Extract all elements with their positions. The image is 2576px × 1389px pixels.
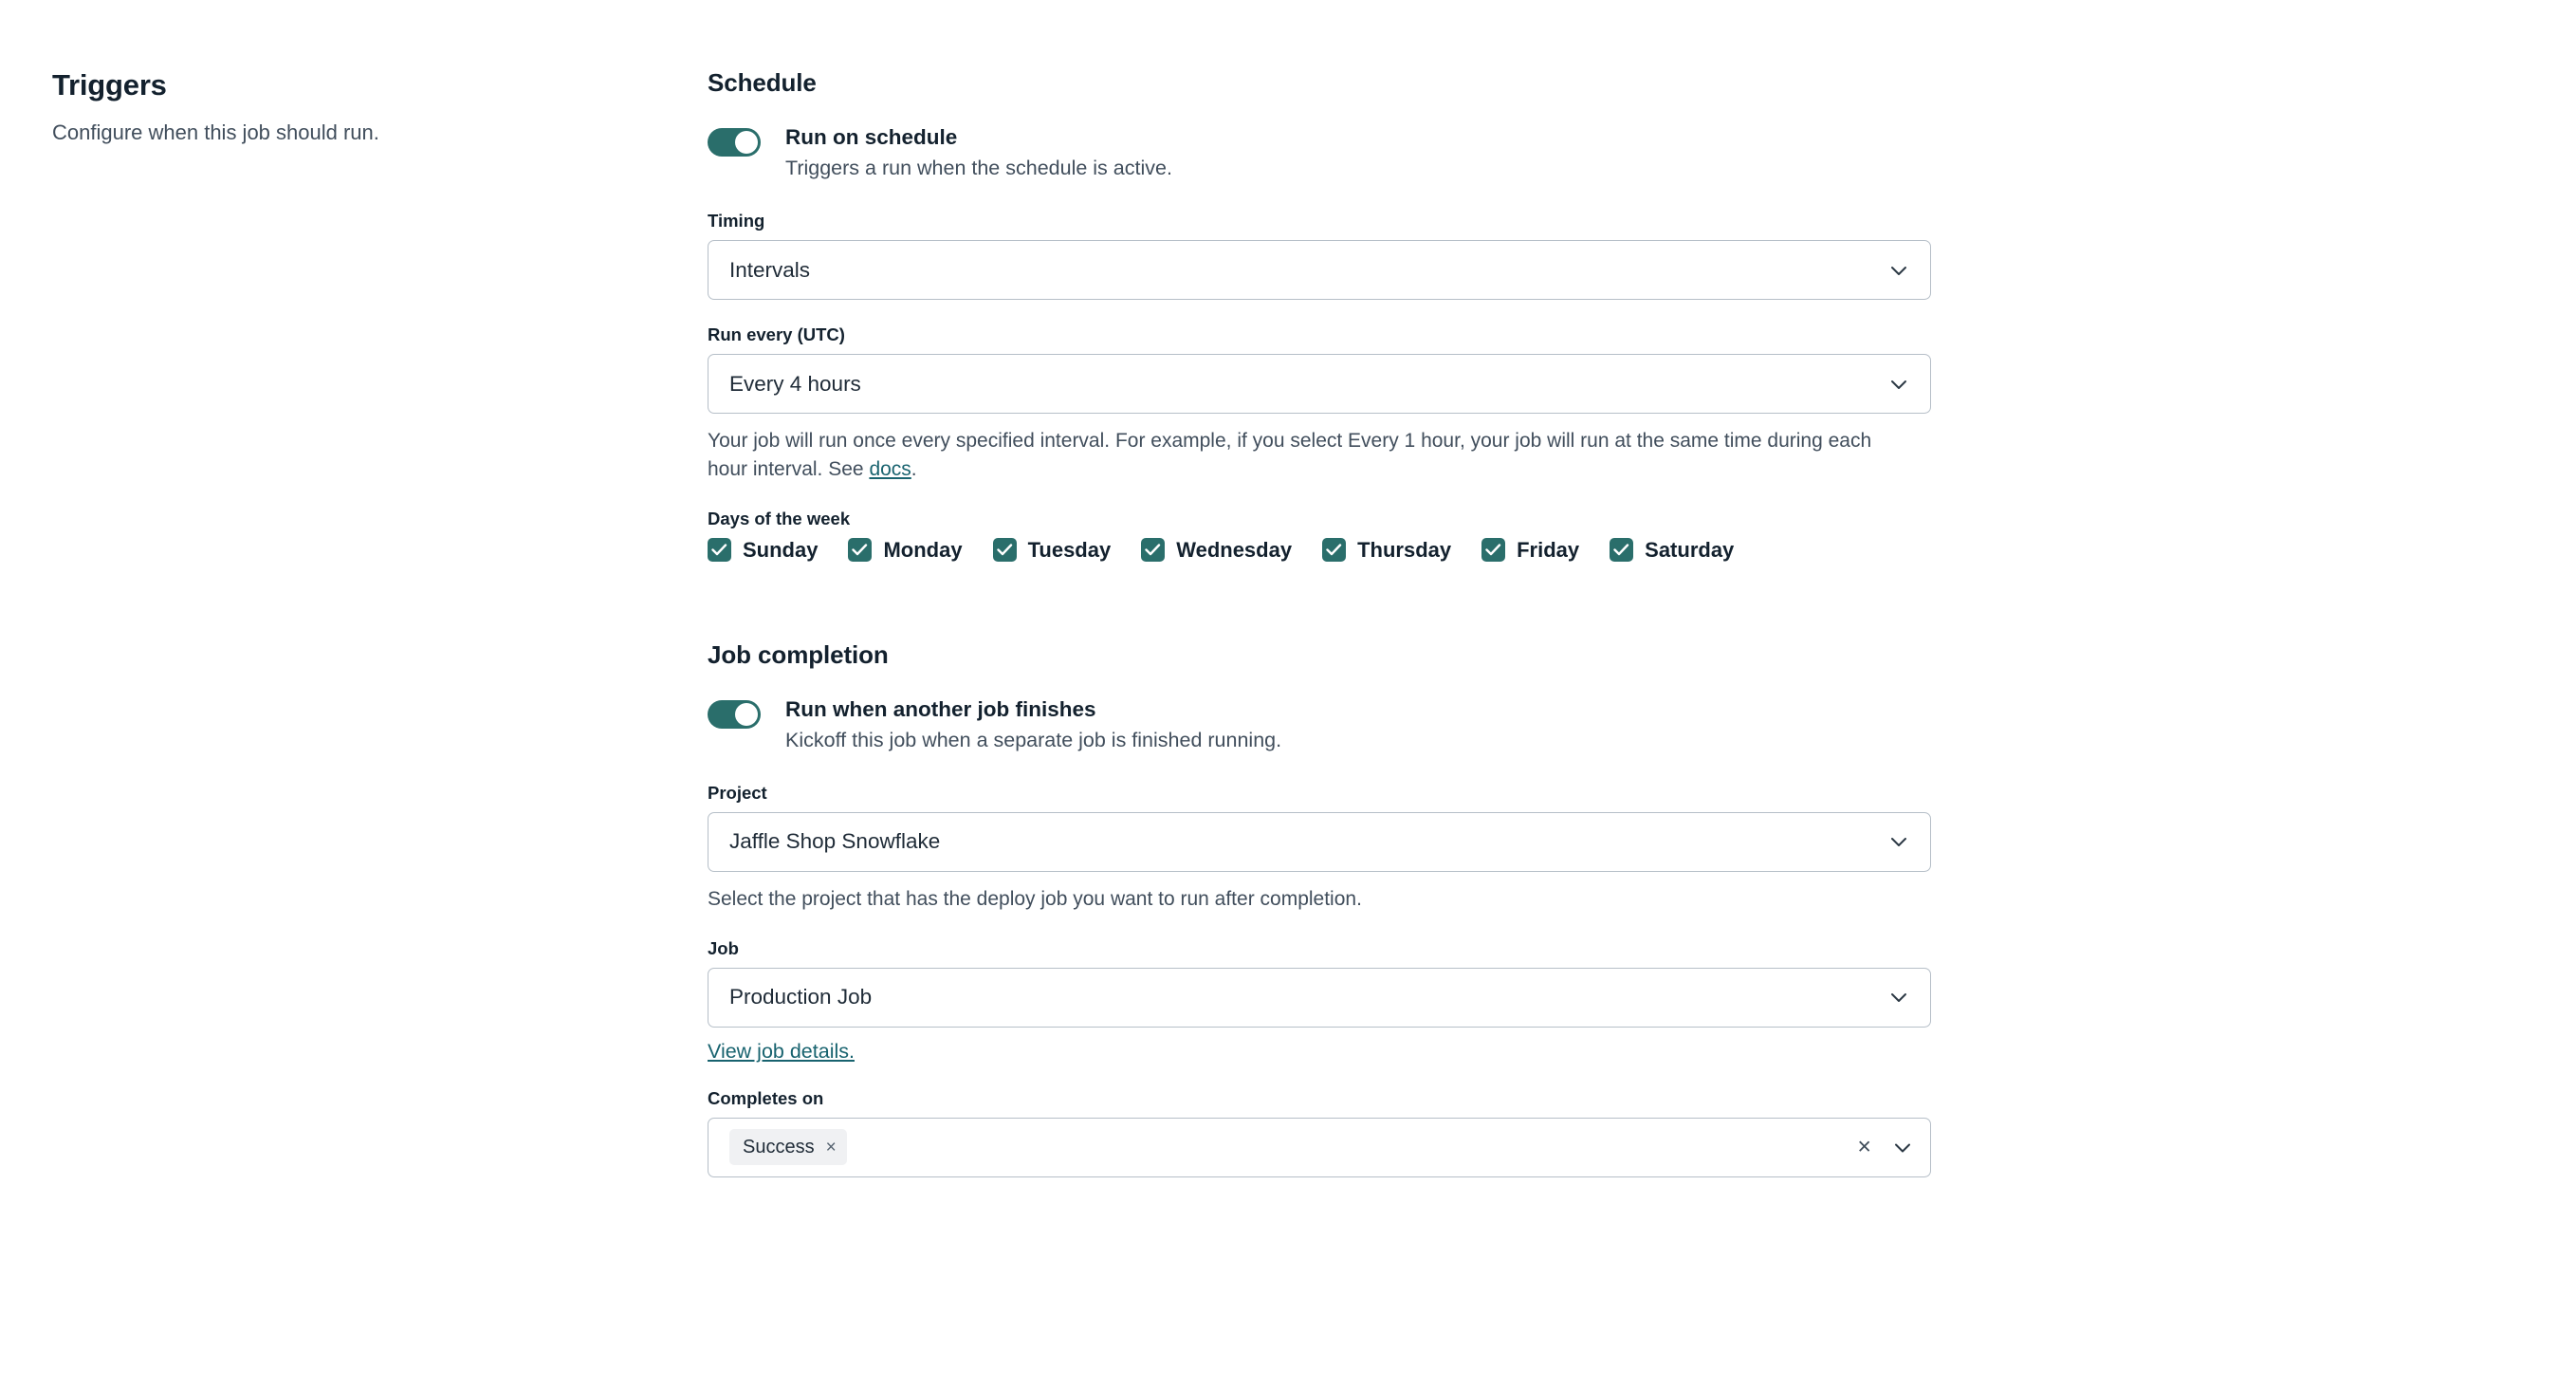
chevron-down-icon [1888, 374, 1909, 395]
run-on-schedule-row [708, 124, 1931, 182]
day-label: Tuesday [1027, 537, 1112, 562]
job-field [708, 938, 1931, 1064]
run-when-job-finishes-label: Run when another job finishes [785, 696, 1096, 721]
run-on-schedule-toggle[interactable] [708, 128, 761, 157]
chip-label: Success [743, 1136, 815, 1158]
completes-on-label: Completes on [708, 1087, 824, 1108]
page-title: Triggers [52, 68, 167, 102]
run-on-schedule-label: Run on schedule [785, 125, 958, 149]
completes-on-chip[interactable] [729, 1129, 847, 1165]
timing-select[interactable] [708, 240, 1931, 300]
run-when-job-finishes-row [708, 696, 1931, 754]
run-on-schedule-description: Triggers a run when the schedule is active. [785, 157, 1172, 180]
run-when-job-finishes-description: Kickoff this job when a separate job is finished running. [785, 728, 1282, 751]
run-every-help-period: . [911, 457, 917, 480]
days-of-week-group [708, 538, 1931, 563]
clear-all-icon[interactable]: × [1857, 1133, 1871, 1160]
run-every-label: Run every (UTC) [708, 324, 845, 345]
schedule-heading: Schedule [708, 68, 817, 97]
day-checkbox-saturday[interactable] [1610, 538, 1734, 563]
day-label: Wednesday [1176, 537, 1293, 562]
day-checkbox-thursday[interactable] [1322, 538, 1451, 563]
timing-label: Timing [708, 211, 765, 232]
check-icon [848, 538, 872, 562]
run-every-field [708, 324, 1931, 484]
job-select[interactable] [708, 968, 1931, 1028]
chevron-down-icon [1888, 260, 1909, 281]
toggle-knob [735, 703, 758, 726]
day-label: Monday [883, 537, 963, 562]
run-every-value: Every 4 hours [729, 371, 861, 396]
docs-link[interactable]: docs [869, 457, 911, 480]
check-icon [1610, 538, 1633, 562]
check-icon [1481, 538, 1505, 562]
check-icon [1141, 538, 1165, 562]
day-label: Saturday [1645, 537, 1735, 562]
chevron-down-icon [1888, 831, 1909, 852]
chevron-down-icon [1888, 987, 1909, 1008]
timing-value: Intervals [729, 257, 811, 282]
check-icon [993, 538, 1017, 562]
days-of-week-label: Days of the week [708, 508, 851, 528]
day-label: Sunday [743, 537, 819, 562]
day-checkbox-friday[interactable] [1481, 538, 1579, 563]
run-every-help-text: Your job will run once every specified interval. For example, if you select Every 1 hour, your job will run at the same time during each hour interval. See [708, 430, 1872, 480]
check-icon [708, 538, 731, 562]
day-label: Friday [1517, 537, 1580, 562]
project-label: Project [708, 782, 767, 803]
project-select[interactable] [708, 812, 1931, 872]
job-value: Production Job [729, 985, 873, 1009]
run-when-job-finishes-toggle[interactable] [708, 700, 761, 729]
day-label: Thursday [1357, 537, 1452, 562]
completes-on-field [708, 1088, 1931, 1177]
project-help: Select the project that has the deploy job you want to run after completion. [708, 887, 1362, 910]
completes-on-multiselect[interactable] [708, 1118, 1931, 1177]
timing-field [708, 211, 1931, 300]
job-label: Job [708, 937, 739, 958]
project-value: Jaffle Shop Snowflake [729, 829, 941, 854]
triggers-section-header [52, 68, 640, 147]
day-checkbox-sunday[interactable] [708, 538, 818, 563]
chevron-down-icon[interactable] [1892, 1137, 1913, 1158]
toggle-knob [735, 131, 758, 154]
days-of-week-field [708, 509, 1931, 563]
project-field [708, 783, 1931, 914]
day-checkbox-tuesday[interactable] [993, 538, 1112, 563]
day-checkbox-wednesday[interactable] [1141, 538, 1292, 563]
triggers-form [708, 68, 1931, 1202]
run-every-select[interactable] [708, 354, 1931, 414]
check-icon [1322, 538, 1346, 562]
day-checkbox-monday[interactable] [848, 538, 962, 563]
run-every-help [708, 427, 1903, 484]
view-job-details-link[interactable]: View job details. [708, 1039, 855, 1063]
job-completion-heading: Job completion [708, 639, 889, 669]
close-icon[interactable]: × [825, 1137, 837, 1158]
page-subtitle: Configure when this job should run. [52, 120, 379, 144]
